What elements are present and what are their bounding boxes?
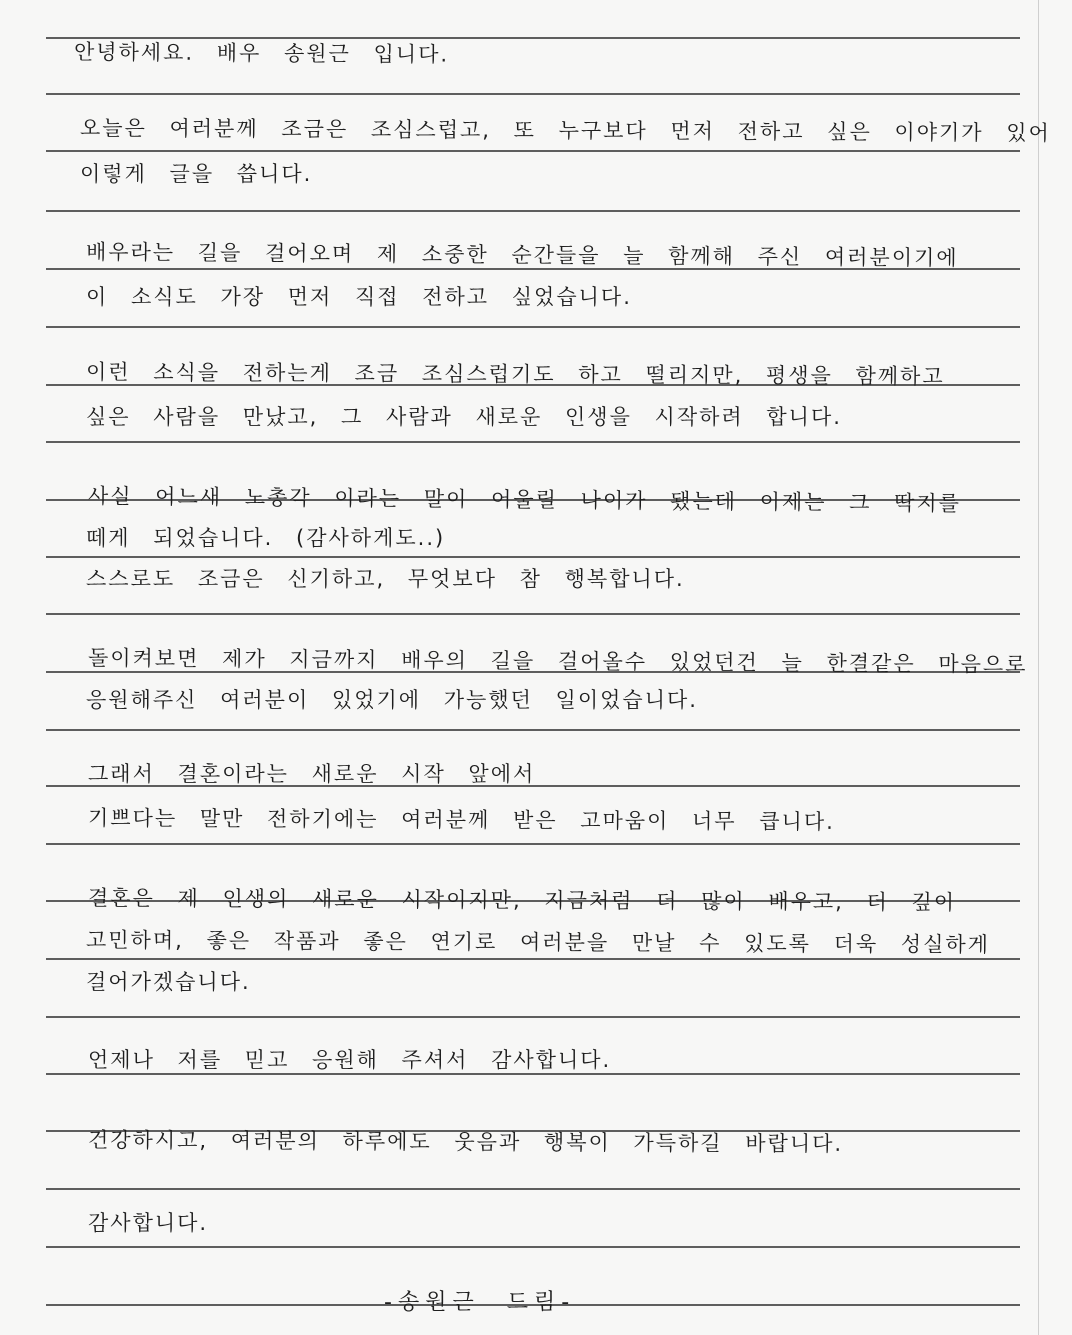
- ruled-line: [46, 958, 1020, 960]
- letter-line: 돌이켜보면 제가 지금까지 배우의 길을 걸어올수 있었던건 늘 한결같은 마음으로: [87, 646, 1028, 677]
- ruled-line: [46, 613, 1020, 615]
- letter-line: 배우라는 길을 걸어오며 제 소중한 순간들을 늘 함께해 주신 여러분이기에: [85, 240, 959, 271]
- letter-line: 싶은 사람을 만났고, 그 사람과 새로운 인생을 시작하려 합니다.: [86, 405, 842, 429]
- ruled-line: [46, 93, 1020, 95]
- ruled-line: [46, 729, 1020, 731]
- ruled-line: [46, 556, 1020, 558]
- letter-line: 그래서 결혼이라는 새로운 시작 앞에서: [88, 762, 536, 786]
- ruled-line: [46, 210, 1020, 212]
- ruled-line: [46, 1188, 1020, 1190]
- letter-line: 떼게 되었습니다. (감사하게도..): [86, 526, 446, 550]
- ruled-line: [46, 326, 1020, 328]
- letter-line: 응원해주신 여러분이 있었기에 가능했던 일이었습니다.: [86, 688, 698, 712]
- signature: -송원근 드림-: [384, 1290, 576, 1315]
- letter-closing: 감사합니다.: [88, 1211, 209, 1235]
- ruled-line: [46, 1016, 1020, 1018]
- letter-line: 언제나 저를 믿고 응원해 주셔서 감사합니다.: [88, 1048, 612, 1072]
- letter-line: 고민하며, 좋은 작품과 좋은 연기로 여러분을 만날 수 있도록 더욱 성실하게: [85, 928, 991, 957]
- ruled-line: [46, 1246, 1020, 1248]
- ruled-line: [46, 441, 1020, 443]
- page-edge-line: [1038, 0, 1039, 1335]
- letter-line: 결혼은 제 인생의 새로운 시작이지만, 지금처럼 더 많이 배우고, 더 깊이: [87, 886, 957, 915]
- letter-line: 사실 어느새 노총각 이라는 말이 어울릴 나이가 됐는데 이제는 그 딱지를: [87, 484, 962, 516]
- letter-line: 오늘은 여러분께 조금은 조심스럽고, 또 누구보다 먼저 전하고 싶은 이야기가 있어: [79, 116, 1051, 146]
- ruled-line: [46, 150, 1020, 152]
- letter-line: 기쁘다는 말만 전하기에는 여러분께 받은 고마움이 너무 큽니다.: [87, 806, 835, 834]
- letter-line: 이 소식도 가장 먼저 직접 전하고 싶었습니다.: [86, 285, 632, 309]
- letter-line: 걸어가겠습니다.: [86, 970, 251, 994]
- letter-line: 이렇게 글을 씁니다.: [80, 162, 313, 186]
- letter-greeting: 안녕하세요. 배우 송원근 입니다.: [73, 40, 450, 67]
- ruled-line: [46, 843, 1020, 845]
- letter-line: 이런 소식을 전하는게 조금 조심스럽기도 하고 떨리지만, 평생을 함께하고: [85, 360, 945, 389]
- letter-line: 스스로도 조금은 신기하고, 무엇보다 참 행복합니다.: [86, 567, 685, 591]
- letter-line: 건강하시고, 여러분의 하루에도 웃음과 행복이 가득하길 바랍니다.: [87, 1128, 844, 1156]
